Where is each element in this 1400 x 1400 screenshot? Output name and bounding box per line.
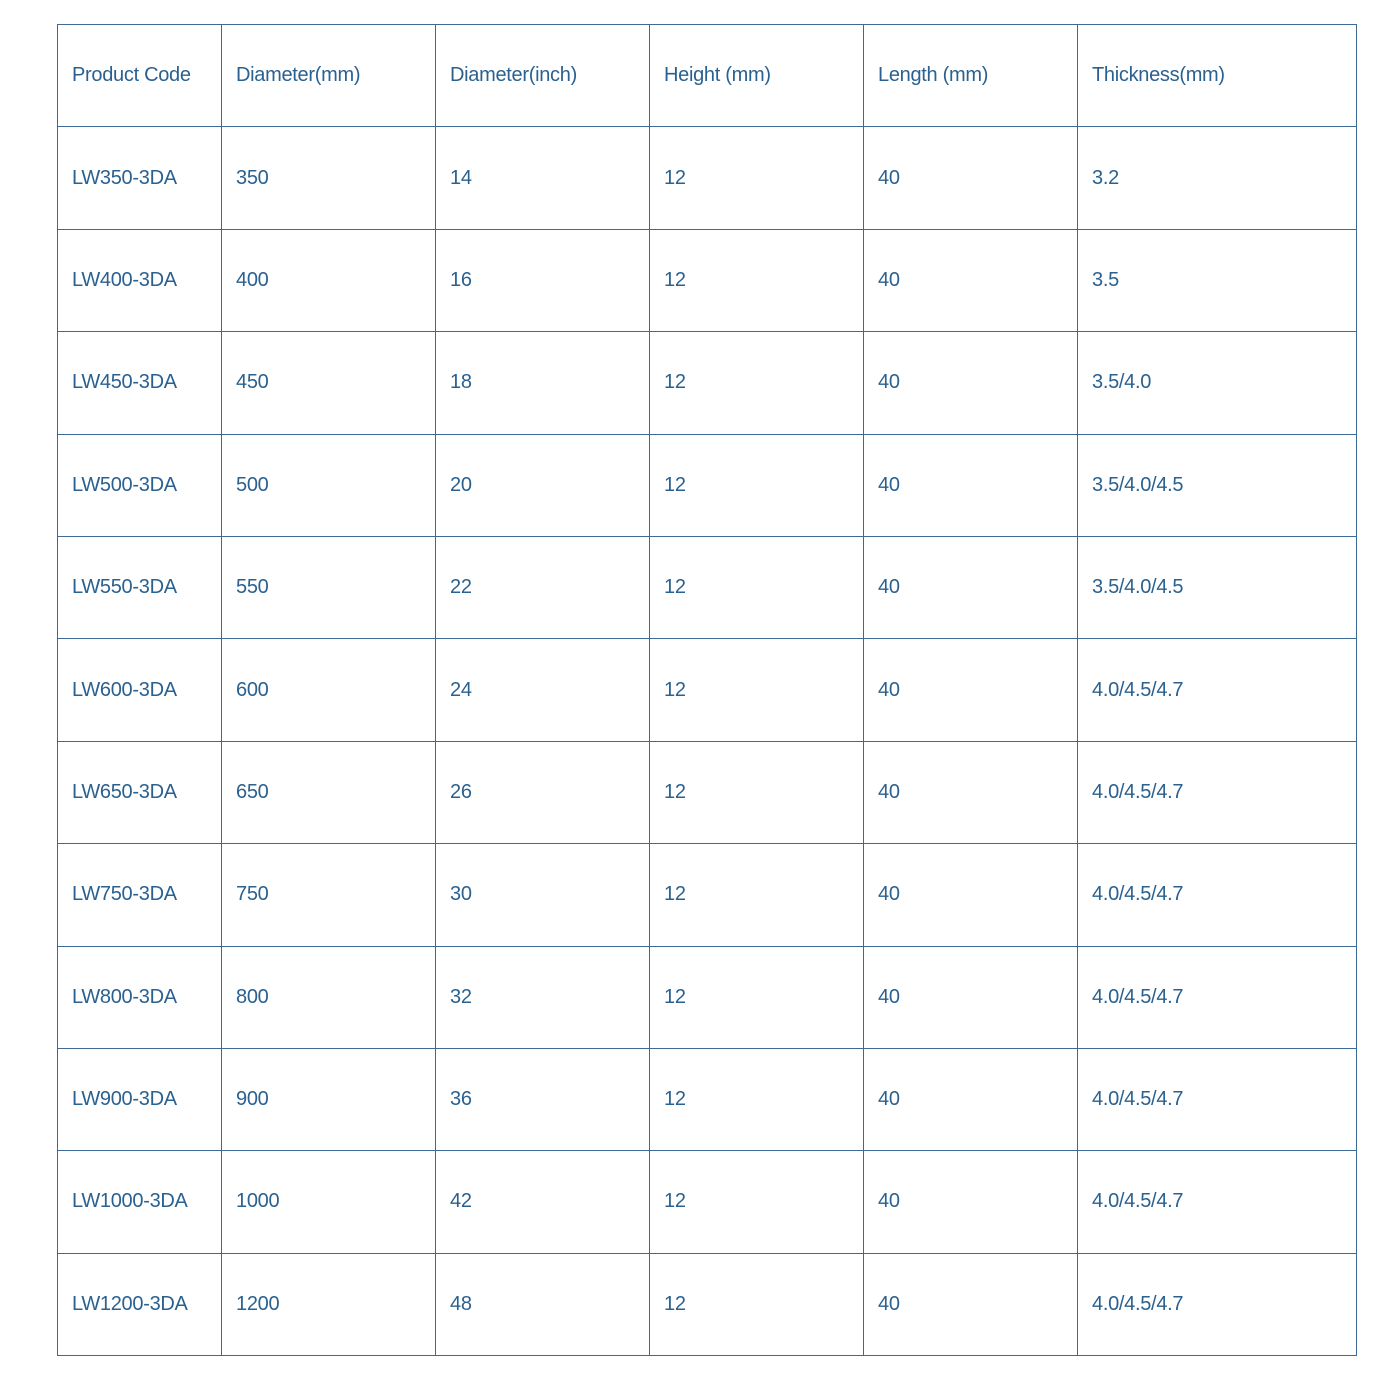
cell-thickness-mm: 4.0/4.5/4.7 — [1078, 1151, 1357, 1253]
cell-height-mm: 12 — [650, 844, 864, 946]
cell-diameter-mm: 1200 — [222, 1253, 436, 1355]
cell-diameter-inch: 18 — [436, 332, 650, 434]
cell-length-mm: 40 — [864, 332, 1078, 434]
product-spec-table — [57, 24, 1357, 1356]
cell-thickness-mm: 3.5/4.0/4.5 — [1078, 434, 1357, 536]
cell-height-mm: 12 — [650, 1253, 864, 1355]
cell-diameter-mm: 600 — [222, 639, 436, 741]
cell-diameter-inch: 42 — [436, 1151, 650, 1253]
cell-length-mm: 40 — [864, 844, 1078, 946]
cell-product-code: LW1200-3DA — [58, 1253, 222, 1355]
cell-thickness-mm: 4.0/4.5/4.7 — [1078, 639, 1357, 741]
header-product-code: Product Code — [58, 25, 222, 127]
table-row — [58, 127, 1357, 229]
table-row — [58, 536, 1357, 638]
cell-diameter-inch: 48 — [436, 1253, 650, 1355]
cell-diameter-mm: 750 — [222, 844, 436, 946]
cell-product-code: LW350-3DA — [58, 127, 222, 229]
cell-product-code: LW550-3DA — [58, 536, 222, 638]
cell-length-mm: 40 — [864, 639, 1078, 741]
header-length-mm: Length (mm) — [864, 25, 1078, 127]
cell-product-code: LW750-3DA — [58, 844, 222, 946]
table-row — [58, 1048, 1357, 1150]
cell-diameter-mm: 900 — [222, 1048, 436, 1150]
cell-height-mm: 12 — [650, 229, 864, 331]
header-row — [58, 25, 1357, 127]
cell-diameter-mm: 450 — [222, 332, 436, 434]
cell-diameter-inch: 16 — [436, 229, 650, 331]
table-body — [58, 127, 1357, 1356]
cell-thickness-mm: 4.0/4.5/4.7 — [1078, 946, 1357, 1048]
cell-length-mm: 40 — [864, 1151, 1078, 1253]
cell-length-mm: 40 — [864, 536, 1078, 638]
cell-height-mm: 12 — [650, 1048, 864, 1150]
header-diameter-mm: Diameter(mm) — [222, 25, 436, 127]
cell-product-code: LW650-3DA — [58, 741, 222, 843]
table-row — [58, 741, 1357, 843]
table-row — [58, 639, 1357, 741]
cell-product-code: LW500-3DA — [58, 434, 222, 536]
cell-height-mm: 12 — [650, 741, 864, 843]
cell-height-mm: 12 — [650, 332, 864, 434]
cell-height-mm: 12 — [650, 639, 864, 741]
table-row — [58, 1151, 1357, 1253]
cell-diameter-mm: 400 — [222, 229, 436, 331]
cell-height-mm: 12 — [650, 536, 864, 638]
cell-length-mm: 40 — [864, 946, 1078, 1048]
cell-height-mm: 12 — [650, 127, 864, 229]
cell-length-mm: 40 — [864, 741, 1078, 843]
cell-diameter-mm: 800 — [222, 946, 436, 1048]
cell-product-code: LW1000-3DA — [58, 1151, 222, 1253]
cell-product-code: LW600-3DA — [58, 639, 222, 741]
cell-diameter-mm: 1000 — [222, 1151, 436, 1253]
cell-thickness-mm: 3.2 — [1078, 127, 1357, 229]
cell-length-mm: 40 — [864, 229, 1078, 331]
header-thickness-mm: Thickness(mm) — [1078, 25, 1357, 127]
cell-diameter-mm: 650 — [222, 741, 436, 843]
cell-diameter-inch: 24 — [436, 639, 650, 741]
cell-height-mm: 12 — [650, 434, 864, 536]
table-row — [58, 332, 1357, 434]
cell-length-mm: 40 — [864, 1048, 1078, 1150]
cell-length-mm: 40 — [864, 127, 1078, 229]
table-row — [58, 1253, 1357, 1355]
cell-product-code: LW800-3DA — [58, 946, 222, 1048]
cell-diameter-inch: 20 — [436, 434, 650, 536]
cell-product-code: LW450-3DA — [58, 332, 222, 434]
table-row — [58, 434, 1357, 536]
cell-product-code: LW900-3DA — [58, 1048, 222, 1150]
cell-diameter-inch: 32 — [436, 946, 650, 1048]
header-diameter-inch: Diameter(inch) — [436, 25, 650, 127]
header-height-mm: Height (mm) — [650, 25, 864, 127]
cell-thickness-mm: 3.5/4.0/4.5 — [1078, 536, 1357, 638]
cell-diameter-mm: 350 — [222, 127, 436, 229]
cell-height-mm: 12 — [650, 946, 864, 1048]
table-row — [58, 946, 1357, 1048]
table-row — [58, 844, 1357, 946]
cell-length-mm: 40 — [864, 1253, 1078, 1355]
cell-thickness-mm: 4.0/4.5/4.7 — [1078, 741, 1357, 843]
table-row — [58, 229, 1357, 331]
cell-diameter-inch: 26 — [436, 741, 650, 843]
cell-thickness-mm: 4.0/4.5/4.7 — [1078, 1253, 1357, 1355]
cell-height-mm: 12 — [650, 1151, 864, 1253]
cell-length-mm: 40 — [864, 434, 1078, 536]
cell-diameter-inch: 30 — [436, 844, 650, 946]
cell-diameter-inch: 14 — [436, 127, 650, 229]
cell-diameter-inch: 22 — [436, 536, 650, 638]
cell-thickness-mm: 3.5 — [1078, 229, 1357, 331]
cell-thickness-mm: 4.0/4.5/4.7 — [1078, 844, 1357, 946]
table-header — [58, 25, 1357, 127]
cell-diameter-mm: 550 — [222, 536, 436, 638]
cell-thickness-mm: 4.0/4.5/4.7 — [1078, 1048, 1357, 1150]
cell-diameter-mm: 500 — [222, 434, 436, 536]
cell-product-code: LW400-3DA — [58, 229, 222, 331]
cell-diameter-inch: 36 — [436, 1048, 650, 1150]
cell-thickness-mm: 3.5/4.0 — [1078, 332, 1357, 434]
